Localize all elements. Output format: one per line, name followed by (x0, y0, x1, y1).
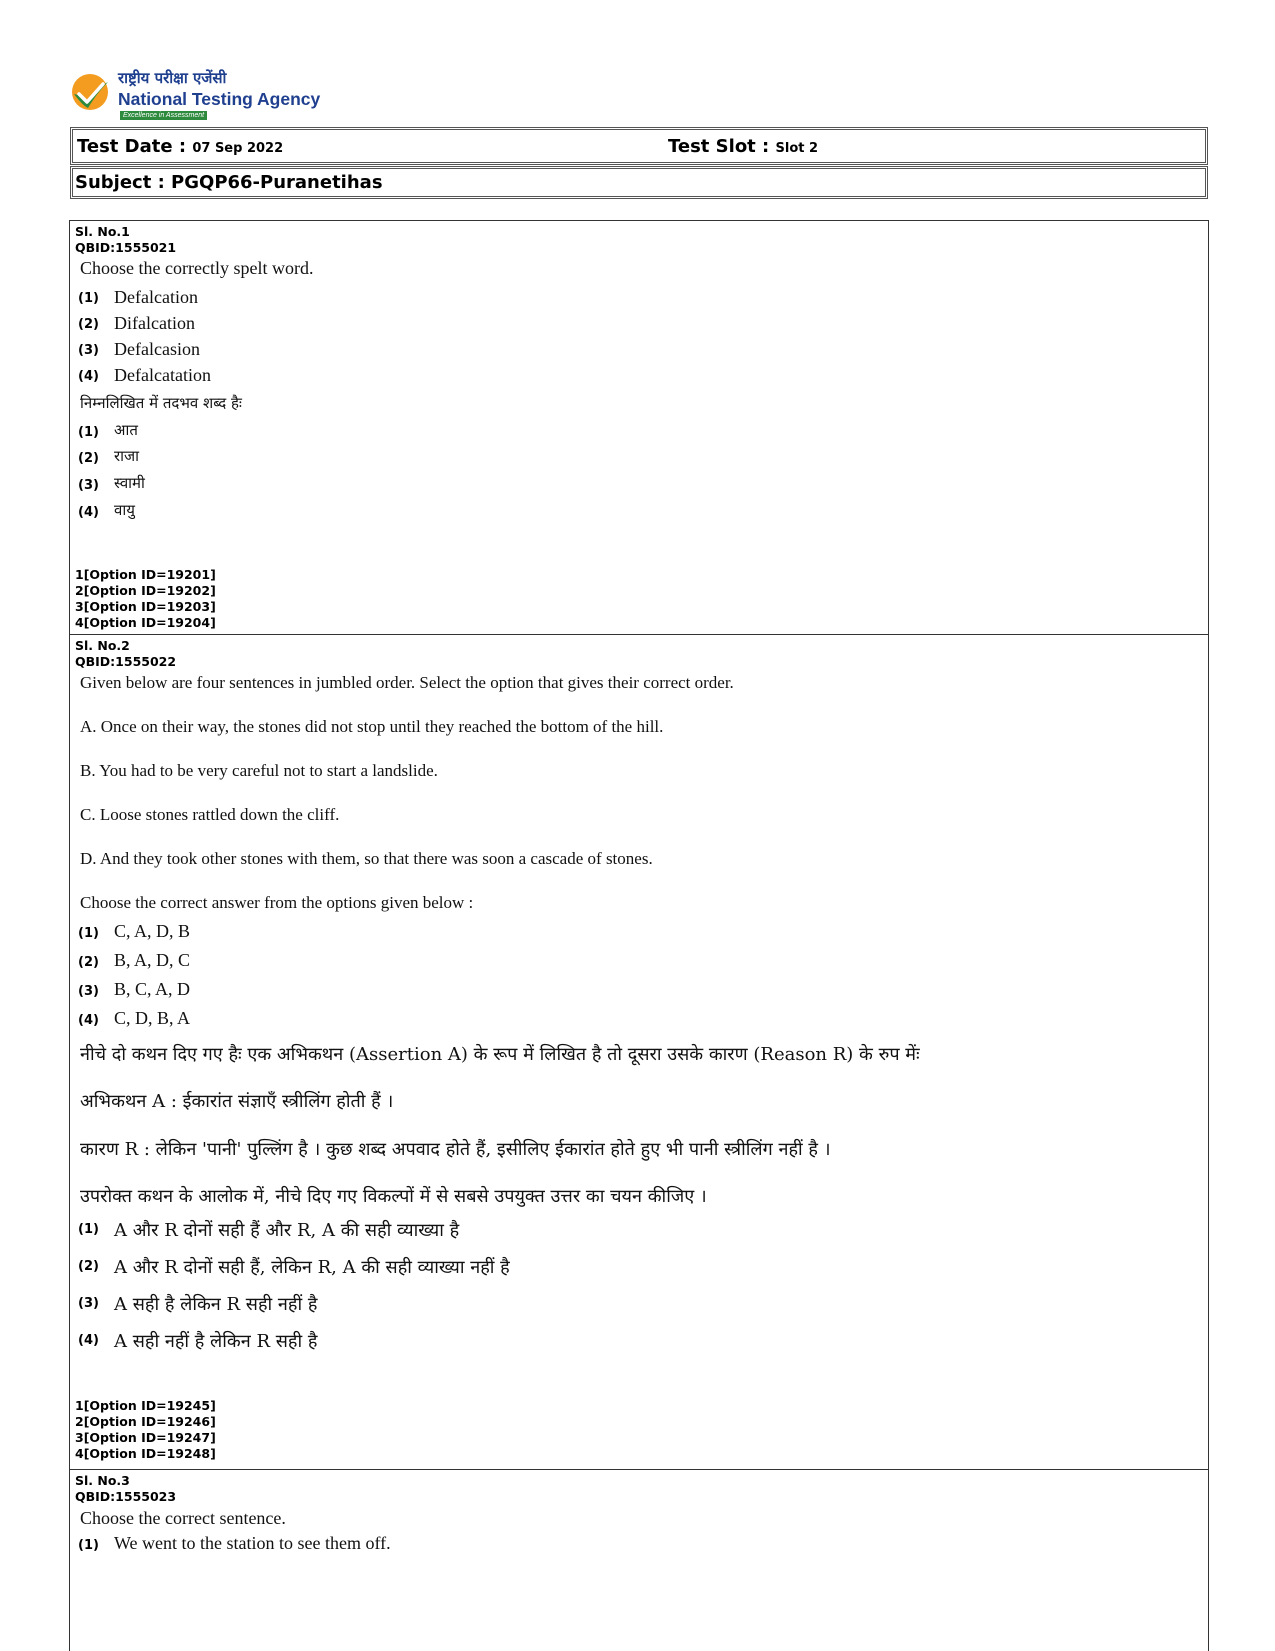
q1-hi-option-3: स्वामी (114, 474, 145, 492)
q1-hi-option-4: वायु (114, 501, 135, 519)
q1-hi-option-label: (2) (78, 451, 99, 466)
q1-option-id: 3[Option ID=19203] (75, 599, 216, 614)
subject-row (70, 166, 1208, 199)
q1-hi-option-label: (4) (78, 505, 99, 520)
q2-sl-no: Sl. No.2 (75, 638, 130, 653)
q2-hi-option-4: A सही नहीं है लेकिन R सही है (114, 1331, 318, 1352)
question-3 (69, 1469, 1209, 1651)
q2-hi-option-3: A सही है लेकिन R सही नहीं है (114, 1294, 318, 1315)
q1-en-option-1: Defalcation (114, 287, 198, 307)
q1-en-option-label: (4) (78, 369, 99, 384)
test-slot-value: Slot 2 (775, 141, 819, 156)
q2-intro: Given below are four sentences in jumbled order. Select the option that gives their correct order. (80, 673, 734, 692)
q2-option-id: 1[Option ID=19245] (75, 1398, 216, 1413)
q1-hi-option-2: राजा (114, 447, 140, 465)
q2-hi-intro: नीचे दो कथन दिए गए हैः एक अभिकथन (Assertion A) के रूप में लिखित है तो दूसरा उसके कारण (Reason R) के रुप मेंः (80, 1044, 920, 1065)
q1-question-en: Choose the correctly spelt word. (80, 258, 314, 278)
q2-choose: Choose the correct answer from the options given below : (80, 893, 474, 912)
q1-question-hi: निम्नलिखित में तदभव शब्द हैः (80, 394, 242, 412)
q2-hi-option-label: (4) (78, 1333, 99, 1348)
q1-en-option-label: (3) (78, 343, 99, 358)
q2-sentence-a: A. Once on their way, the stones did not stop until they reached the bottom of the hill. (80, 717, 664, 736)
q2-option-id: 3[Option ID=19247] (75, 1430, 216, 1445)
question-1 (69, 220, 1209, 635)
question-2 (69, 634, 1209, 1470)
q2-hi-reason: कारण R : लेकिन 'पानी' पुल्लिंग है । कुछ शब्द अपवाद होते हैं, इसीलिए ईकारांत होते हुए भी पानी स्त्रीलिंग नहीं है । (80, 1139, 831, 1160)
q2-en-option-4: C, D, B, A (114, 1008, 191, 1028)
q2-en-option-label: (2) (78, 955, 99, 970)
q2-option-id: 4[Option ID=19248] (75, 1446, 216, 1461)
subject-title: Subject : PGQP66-Puranetihas (75, 172, 383, 193)
logo-english-text: National Testing Agency (118, 89, 321, 109)
q2-en-option-1: C, A, D, B (114, 921, 191, 941)
test-info-row (70, 127, 1208, 165)
q2-en-option-label: (1) (78, 926, 99, 941)
q3-option-1: We went to the station to see them off. (114, 1533, 391, 1553)
q2-hi-choose: उपरोक्त कथन के आलोक में, नीचे दिए गए विकल्पों में से सबसे उपयुक्त उत्तर का चयन कीजिए । (80, 1186, 707, 1207)
q1-en-option-label: (2) (78, 317, 99, 332)
q2-hi-assertion: अभिकथन A : ईकारांत संज्ञाएँ स्त्रीलिंग होती हैं । (80, 1091, 394, 1112)
q3-sl-no: Sl. No.3 (75, 1473, 130, 1488)
test-date (77, 136, 283, 157)
test-slot (668, 136, 818, 157)
q3-question: Choose the correct sentence. (80, 1508, 286, 1528)
q2-sentence-c: C. Loose stones rattled down the cliff. (80, 805, 340, 824)
test-date-value: 07 Sep 2022 (192, 141, 284, 156)
q2-sentence-b: B. You had to be very careful not to start a landslide. (80, 761, 438, 780)
nta-logo (70, 68, 370, 124)
logo-tagline: Excellence in Assessment (120, 111, 207, 120)
q2-en-option-label: (4) (78, 1013, 99, 1028)
q1-hi-option-1: आत (114, 421, 138, 439)
q2-qbid: QBID:1555022 (75, 654, 177, 669)
q1-en-option-3: Defalcasion (114, 339, 200, 359)
q2-en-option-label: (3) (78, 984, 99, 999)
q1-en-option-label: (1) (78, 291, 99, 306)
q1-hi-option-label: (3) (78, 478, 99, 493)
logo-hindi-text: राष्ट्रीय परीक्षा एजेंसी (118, 69, 227, 87)
q1-hi-option-label: (1) (78, 425, 99, 440)
q1-en-option-2: Difalcation (114, 313, 195, 333)
test-date-label: Test Date : (77, 136, 187, 157)
q2-hi-option-label: (3) (78, 1296, 99, 1311)
q2-sentence-d: D. And they took other stones with them, so that there was soon a cascade of stones. (80, 849, 653, 868)
q1-option-id: 1[Option ID=19201] (75, 567, 216, 582)
q1-option-id: 2[Option ID=19202] (75, 583, 216, 598)
q1-en-option-4: Defalcatation (114, 365, 211, 385)
q2-en-option-2: B, A, D, C (114, 950, 191, 970)
q2-hi-option-label: (1) (78, 1222, 99, 1237)
q2-en-option-3: B, C, A, D (114, 979, 191, 999)
q1-qbid: QBID:1555021 (75, 240, 177, 255)
nta-logo-checkmark-icon (70, 72, 110, 112)
test-slot-label: Test Slot : (668, 136, 770, 157)
q2-hi-option-1: A और R दोनों सही हैं और R, A की सही व्याख्या है (114, 1220, 460, 1241)
q3-option-label: (1) (78, 1538, 99, 1553)
q2-hi-option-2: A और R दोनों सही हैं, लेकिन R, A की सही व्याख्या नहीं है (114, 1257, 510, 1278)
q3-qbid: QBID:1555023 (75, 1489, 177, 1504)
q2-hi-option-label: (2) (78, 1259, 99, 1274)
q1-option-id: 4[Option ID=19204] (75, 615, 216, 630)
q1-sl-no: Sl. No.1 (75, 224, 130, 239)
q2-option-id: 2[Option ID=19246] (75, 1414, 216, 1429)
